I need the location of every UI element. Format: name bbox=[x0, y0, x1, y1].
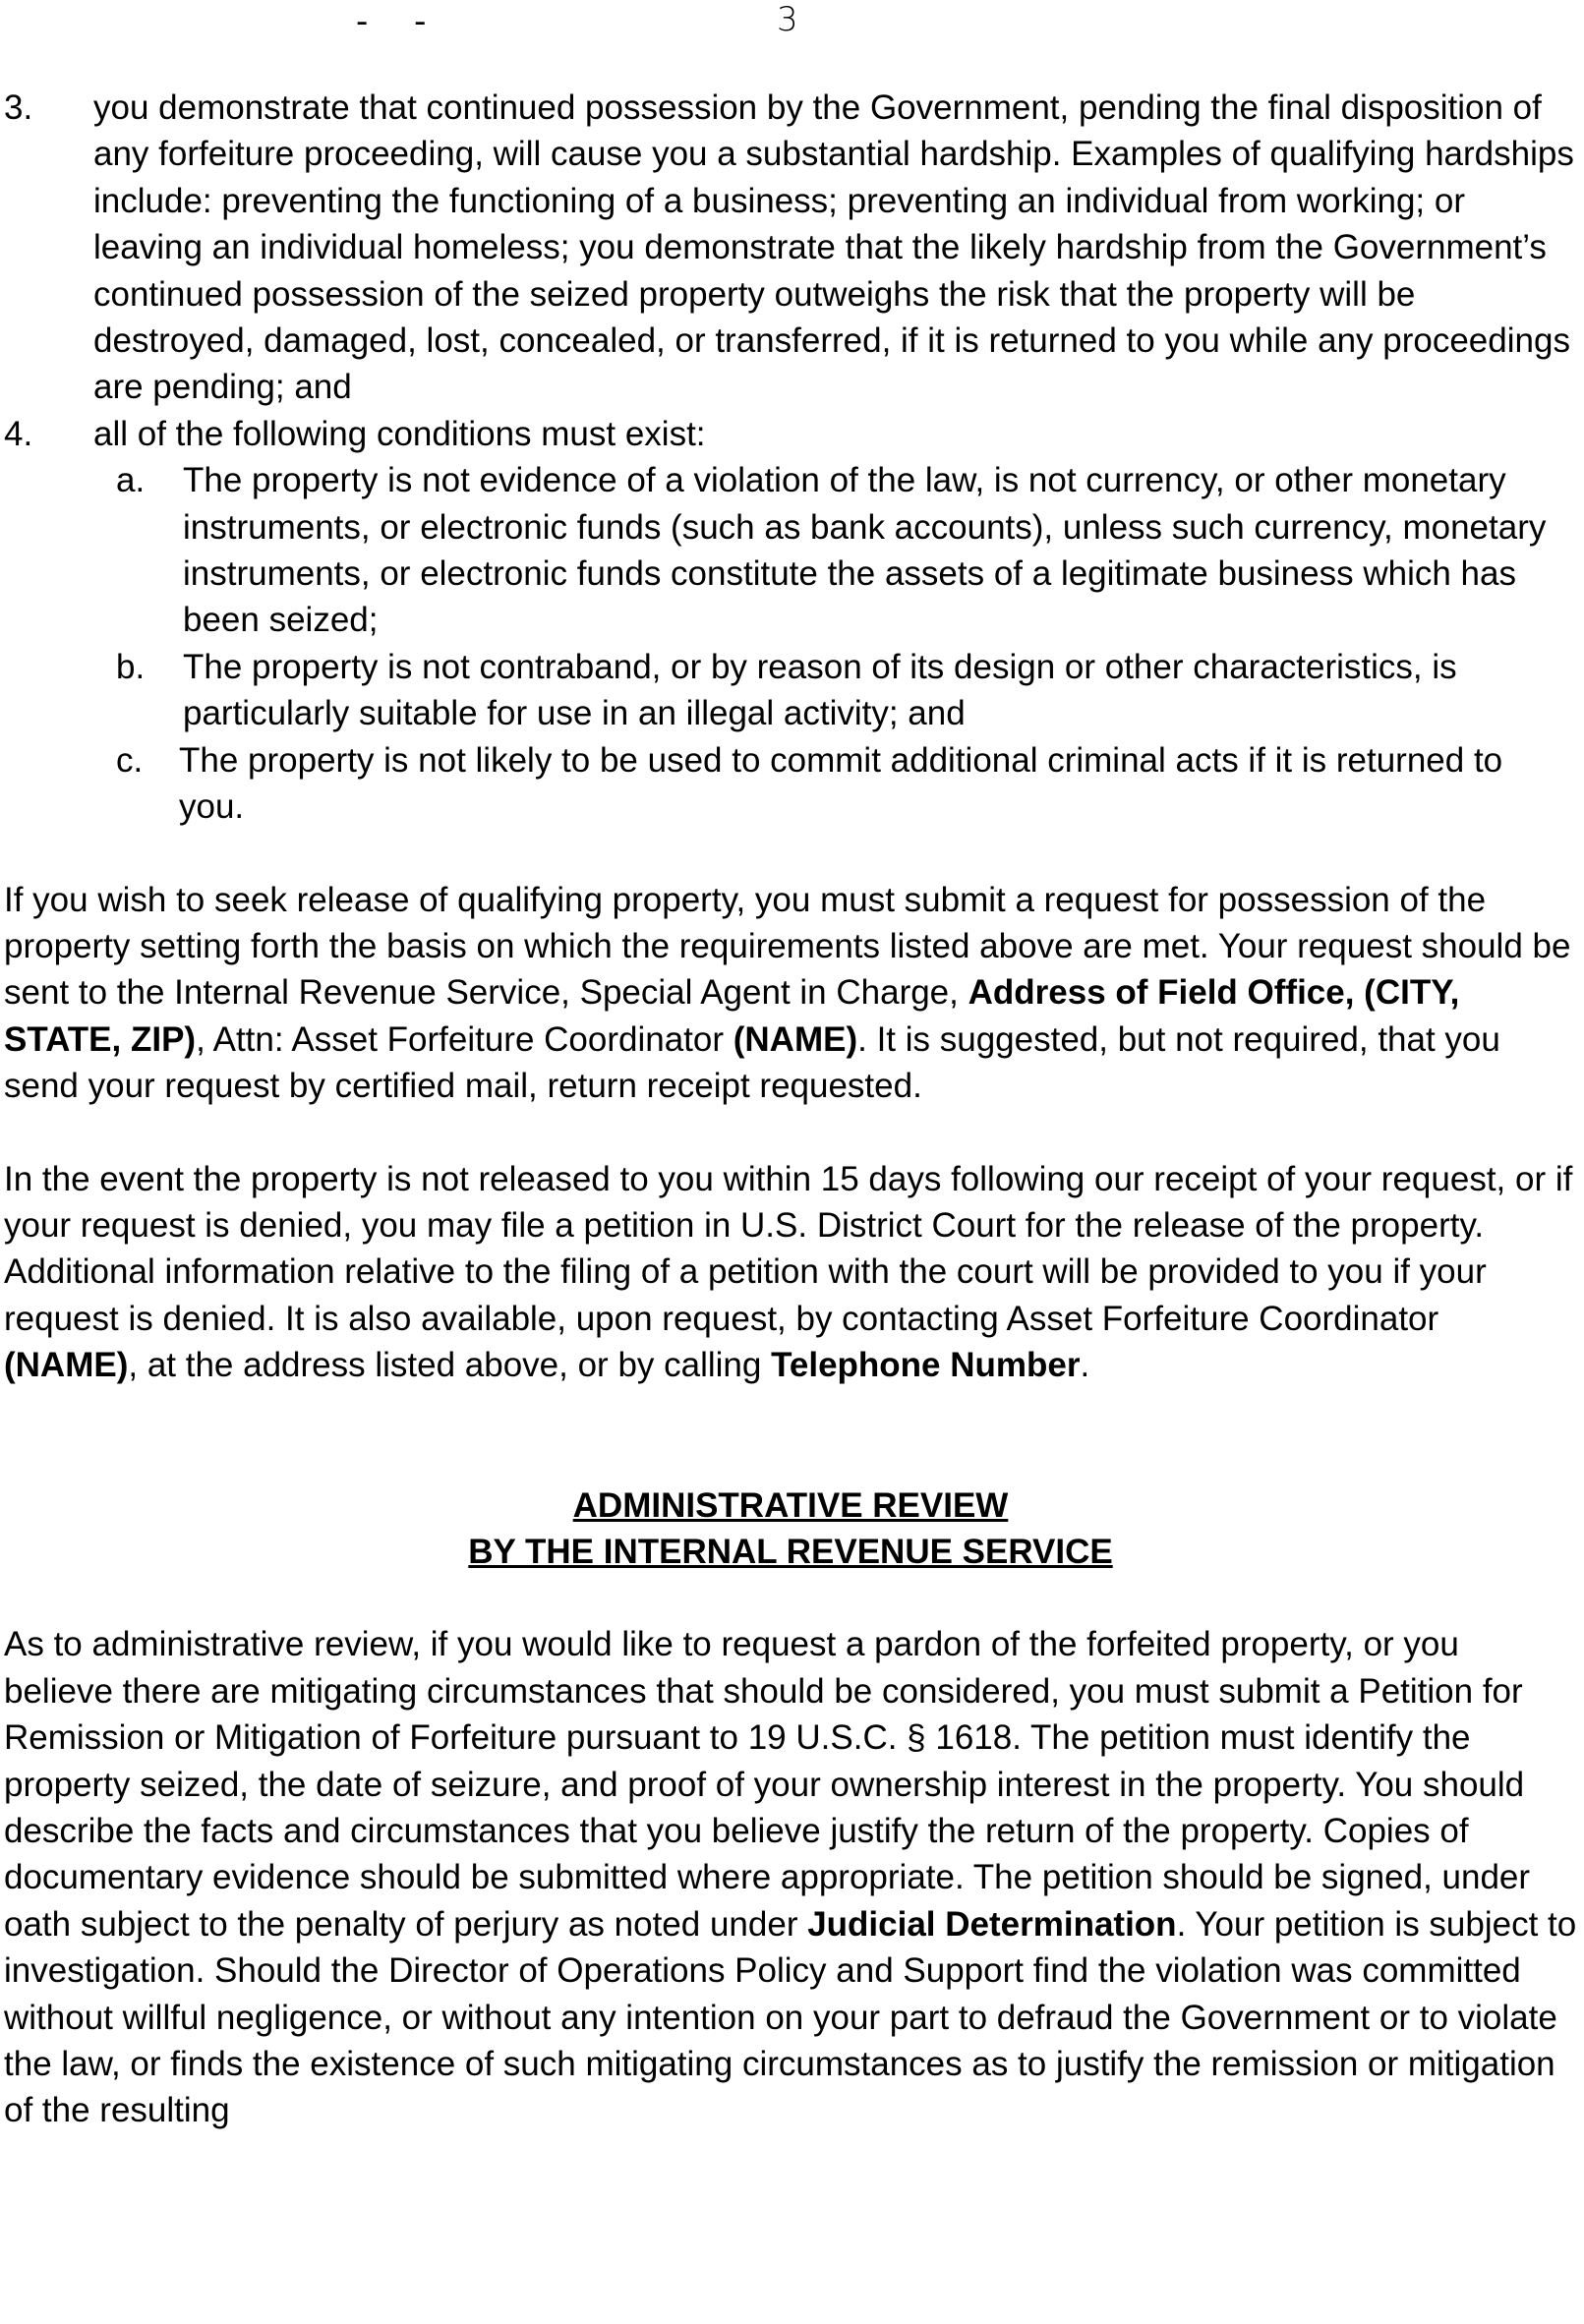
text-run: , at the address listed above, or by calling bbox=[128, 1346, 772, 1385]
paragraph-release-request bbox=[4, 877, 1577, 1110]
bold-run: Judicial Determination bbox=[807, 1904, 1177, 1944]
text-run: If you wish to seek release of qualifying property, you must submit a request for possession of the property setting forth the basis on which the requirements listed above are met. Your request should be sent to the Internal Revenue Service, Special Agent in Charge, bbox=[4, 880, 1571, 1013]
header-dashes: - - bbox=[356, 2, 444, 41]
sub-item-text: The property is not likely to be used to commit additional criminal acts if it is returned to you. bbox=[179, 740, 1503, 827]
sub-item-c bbox=[116, 737, 1577, 831]
list-item-text: all of the following conditions must exist: bbox=[93, 414, 706, 453]
page-number: 3 bbox=[777, 0, 798, 39]
text-run: In the event the property is not released to you within 15 days following our receipt of your request, or if your request is denied, you may file a petition in U.S. District Court for the release of the property. Additional information relative to the filing of a petition with the court will be provided to you if your request is denied. It is also available, upon request, by contacting Asset Forfeiture Coordinator bbox=[4, 1159, 1573, 1338]
bold-run: Address of Field Office, (CITY, STATE, ZIP) bbox=[4, 973, 1460, 1059]
text-run: As to administrative review, if you would like to request a pardon of the forfeited property, or you believe there are mitigating circumstances that should be considered, you must submit a Petition for Remission or Mitigation of Forfeiture pursuant to 19 U.S.C. § 1618. The petition must identify the property seized, the date of seizure, and proof of your ownership interest in the property. You should describe the facts and circumstances that you believe justify the return of the property. Copies of documentary evidence should be submitted where appropriate. The petition should be signed, under oath subject to the penalty of perjury as noted under bbox=[4, 1625, 1531, 1944]
list-item-3 bbox=[4, 85, 1577, 411]
bold-run: (NAME) bbox=[4, 1346, 129, 1385]
sub-item-letter: b. bbox=[116, 647, 146, 686]
heading-line-1: ADMINISTRATIVE REVIEW bbox=[572, 1485, 1009, 1525]
text-run: , Attn: Asset Forfeiture Coordinator bbox=[196, 1019, 733, 1059]
sub-item-b bbox=[116, 644, 1577, 737]
text-run: . It is suggested, but not required, that you send your request by certified mail, return receipt requested. bbox=[4, 1019, 1500, 1106]
section-heading bbox=[4, 1482, 1577, 1576]
sub-list bbox=[4, 457, 1577, 830]
sub-item-text: The property is not contraband, or by reason of its design or other characteristics, is particularly suitable for use in an illegal activity; and bbox=[183, 647, 1457, 733]
paragraph-petition-court bbox=[4, 1156, 1577, 1389]
list-item-4 bbox=[4, 411, 1577, 457]
text-run: . bbox=[1080, 1346, 1090, 1385]
page-header bbox=[0, 0, 1584, 39]
list-item-text: you demonstrate that continued possession by the Government, pending the final disposition of any forfeiture proceeding, will cause you a substantial hardship. Examples of qualifying hardships include: preventing the functioning of a business; preventing an individual from working; or leaving an individual homeless; you demonstrate that the likely hardship from the Government’s continued possession of the seized property outweighs the risk that the property will be destroyed, damaged, lost, concealed, or transferred, if it is returned to you while any proceedings are pending; and bbox=[93, 88, 1574, 407]
sub-item-letter: c. bbox=[116, 740, 144, 780]
bold-run: Telephone Number bbox=[771, 1346, 1081, 1385]
list-number: 4. bbox=[4, 414, 33, 453]
paragraph-administrative-review bbox=[4, 1621, 1577, 2133]
sub-item-letter: a. bbox=[116, 461, 146, 500]
document-body bbox=[4, 85, 1577, 2134]
bold-run: (NAME) bbox=[733, 1019, 858, 1059]
list-number: 3. bbox=[4, 88, 33, 127]
heading-line-2: BY THE INTERNAL REVENUE SERVICE bbox=[468, 1532, 1113, 1571]
sub-item-a bbox=[116, 457, 1577, 644]
text-run: . Your petition is subject to investigation. Should the Director of Operations Policy and Support find the violation was committed without willful negligence, or without any intention on your part to defraud the Government or to violate the law, or finds the existence of such mitigating circumstances as to justify the remission or mitigation of the resulting bbox=[4, 1904, 1577, 2130]
sub-item-text: The property is not evidence of a violation of the law, is not currency, or other monetary instruments, or electronic funds (such as bank accounts), unless such currency, monetary instruments, or electronic funds constitute the assets of a legitimate business which has been seized; bbox=[183, 461, 1547, 640]
